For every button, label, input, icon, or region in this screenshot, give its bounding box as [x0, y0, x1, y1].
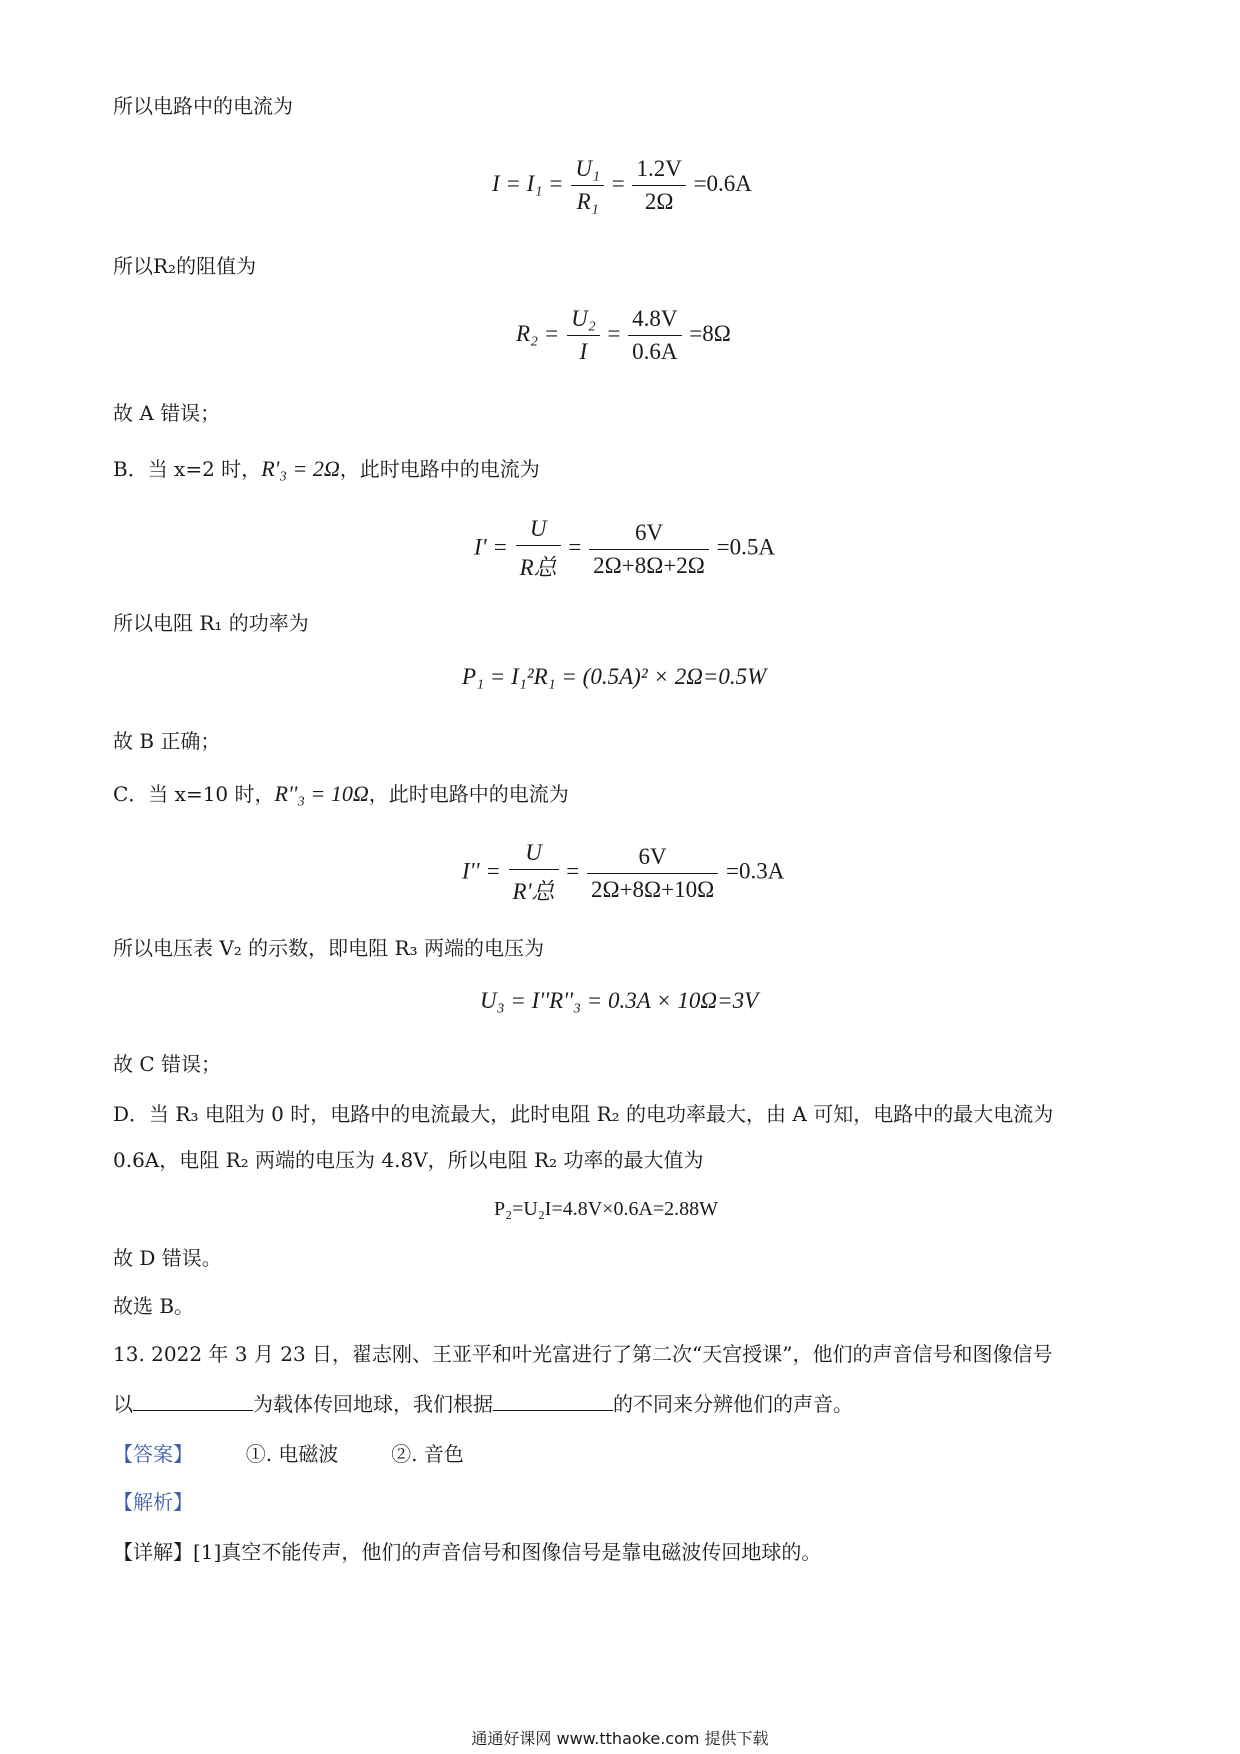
fraction-numerator: U — [516, 516, 561, 546]
line-r1-power-intro: 所以电阻 R₁ 的功率为 — [113, 611, 309, 635]
fraction-numerator: U₂ — [567, 306, 600, 336]
line-choose-b: 故选 B。 — [113, 1294, 195, 1318]
option-c-prefix: C．当 x=10 时， — [113, 782, 275, 806]
fraction-numerator: U₁ — [571, 156, 604, 186]
line-option-d-2: 0.6A，电阻 R₂ 两端的电压为 4.8V，所以电阻 R₂ 功率的最大值为 — [113, 1148, 704, 1172]
fraction — [567, 306, 600, 365]
equation-current — [492, 156, 752, 215]
equation-lhs: I = I₁ = — [492, 170, 564, 196]
question-13-line-2 — [113, 1390, 853, 1418]
equals-sign: = — [607, 320, 621, 346]
equation-result: =8Ω — [689, 320, 731, 346]
line-r2-intro: 所以R₂的阻值为 — [113, 254, 257, 278]
fraction-denominator: R'总 — [512, 879, 555, 904]
option-b-formula: R'₃ = 2Ω — [261, 456, 340, 481]
option-b-prefix: B．当 x=2 时， — [113, 457, 262, 481]
line-option-d-1: D．当 R₃ 电阻为 0 时，电路中的电流最大，此时电阻 R₂ 的电功率最大，由 A 可知，电路中的最大电流为 — [113, 1102, 1054, 1126]
equation-current-c — [462, 840, 784, 906]
option-c-formula: R''₃ = 10Ω — [274, 781, 369, 806]
equation-r2 — [516, 306, 731, 365]
fraction-numerator: 6V — [589, 520, 709, 550]
equation-result: =0.5A — [716, 534, 775, 560]
equation-result: =0.3A — [725, 858, 785, 884]
fraction — [628, 306, 681, 365]
question-13-text: 13. 2022 年 3 月 23 日，翟志刚、王亚平和叶光富进行了第二次“天宫授课”，他们的声音信号和图像信号 — [113, 1342, 1053, 1366]
fraction-denominator: 2Ω+8Ω+10Ω — [590, 876, 715, 902]
fraction-denominator: 2Ω — [644, 189, 674, 214]
line-b-correct: 故 B 正确； — [113, 729, 221, 753]
option-c-suffix: ，此时电路中的电流为 — [368, 782, 569, 806]
fraction-denominator: R总 — [519, 555, 557, 580]
line-a-wrong: 故 A 错误； — [113, 401, 221, 425]
answer-2: ②. 音色 — [391, 1442, 464, 1466]
fraction — [571, 156, 604, 215]
answer-tag: 【答案】 — [113, 1442, 193, 1466]
line-d-wrong: 故 D 错误。 — [113, 1246, 222, 1270]
line-option-c — [113, 780, 569, 808]
answer-blank-2[interactable] — [493, 1392, 613, 1411]
line-option-b — [113, 455, 540, 483]
fraction-denominator: 2Ω+8Ω+2Ω — [593, 552, 705, 578]
equation-lhs: I' = — [474, 534, 508, 560]
detail-line — [113, 1538, 821, 1566]
line-current-intro: 所以电路中的电流为 — [113, 94, 293, 118]
analysis-tag: 【解析】 — [113, 1490, 193, 1514]
equation-power-r1: P₁ = I₁²R₁ = (0.5A)² × 2Ω=0.5W — [462, 664, 767, 689]
answer-line — [113, 1440, 464, 1468]
option-b-suffix: ，此时电路中的电流为 — [339, 457, 540, 481]
equation-max-power: P₂=U₂I=4.8V×0.6A=2.88W — [494, 1198, 719, 1220]
equals-sign: = — [568, 534, 582, 560]
fraction — [516, 516, 561, 582]
fraction-denominator: R₁ — [576, 189, 599, 214]
equation-result: =0.6A — [693, 170, 752, 196]
fraction — [509, 840, 559, 906]
equation-current-b — [474, 516, 775, 582]
fraction-numerator: 6V — [587, 844, 718, 874]
page-footer: 通通好课网 www.tthaoke.com 提供下载 — [471, 1729, 769, 1748]
fraction-numerator: 4.8V — [628, 306, 681, 336]
line-c-wrong: 故 C 错误； — [113, 1052, 222, 1076]
fraction — [589, 520, 709, 579]
equals-sign: = — [611, 170, 625, 196]
fraction — [632, 156, 685, 215]
fraction-numerator: U — [509, 840, 559, 870]
line-voltmeter-intro: 所以电压表 V₂ 的示数，即电阻 R₃ 两端的电压为 — [113, 936, 544, 960]
equation-lhs: R₂ = — [516, 320, 560, 346]
fraction-denominator: I — [579, 339, 588, 364]
equation-voltage-r3: U₃ = I''R''₃ = 0.3A × 10Ω=3V — [480, 988, 759, 1013]
detail-text: [1]真空不能传声，他们的声音信号和图像信号是靠电磁波传回地球的。 — [193, 1540, 822, 1564]
equals-sign: = — [566, 858, 580, 884]
equation-lhs: I'' = — [462, 858, 501, 884]
fraction-numerator: 1.2V — [632, 156, 685, 186]
detail-tag: 【详解】 — [113, 1540, 193, 1564]
answer-1: ①. 电磁波 — [245, 1442, 339, 1466]
q13-part-3: 的不同来分辨他们的声音。 — [613, 1392, 853, 1416]
q13-part-2: 为载体传回地球，我们根据 — [253, 1392, 493, 1416]
fraction — [587, 844, 718, 903]
answer-blank-1[interactable] — [133, 1392, 253, 1411]
q13-part-1: 以 — [113, 1392, 133, 1416]
fraction-denominator: 0.6A — [632, 339, 678, 364]
